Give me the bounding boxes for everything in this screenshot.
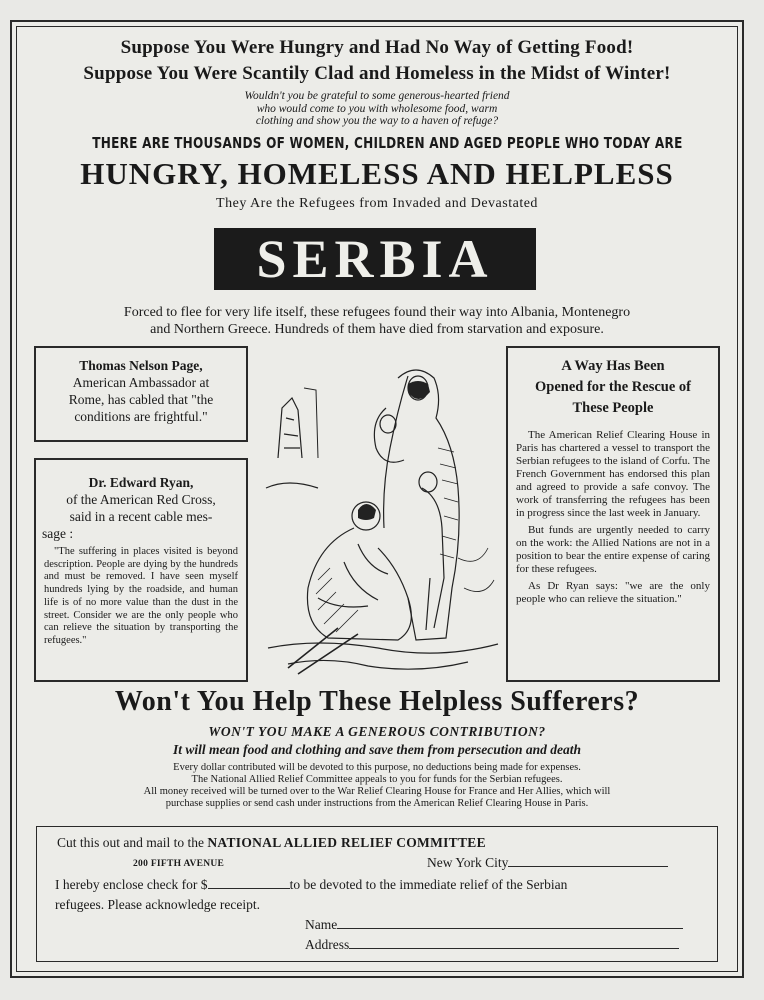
- coupon-box: [36, 826, 718, 962]
- ryan-quote-text: "The suffering in places visited is beyond description. People are dying by the hundreds and must be removed. I have seen myself hundreds lying by the roadside, and human life is of no more value than the dust in the street. Consider we are the only people who can relieve the situation by transporting the refugees.": [44, 546, 238, 646]
- appeal-line: Every dollar contributed will be devoted to this purpose, no deductions being made for expenses.: [173, 762, 581, 773]
- appeal-line: The National Allied Relief Committee appeals to you for funds for the Serbian refugees.: [191, 774, 563, 785]
- coupon-cut-prefix: Cut this out and mail to the: [57, 835, 204, 850]
- coupon-city-row: [427, 853, 668, 873]
- page-name: Thomas Nelson Page,: [79, 358, 203, 373]
- there-are-line: THERE ARE THOUSANDS OF WOMEN, CHILDREN AND AGED PEOPLE WHO TODAY ARE: [92, 134, 683, 152]
- page-quote-text: [36, 348, 246, 425]
- there-are-wrapper: [12, 134, 742, 152]
- rescue-paragraph-2: But funds are urgently needed to carry on the work: the Allied Nations are not in a position to bear the entire expense of caring for these refugees.: [516, 524, 710, 575]
- appeal-paragraph: [12, 762, 742, 810]
- rescue-title-line: These People: [572, 400, 654, 416]
- coupon-cut-line: [57, 833, 486, 853]
- coupon-enclose-prefix: I hereby enclose check for $: [55, 877, 208, 892]
- ryan-quote-box: [34, 458, 248, 682]
- rescue-title: [508, 348, 718, 419]
- headline-clad: Suppose You Were Scantily Clad and Homeless in the Midst of Winter!: [83, 63, 671, 84]
- coupon-address: 200 FIFTH AVENUE: [133, 859, 225, 869]
- amount-blank[interactable]: [208, 876, 290, 889]
- hungry-homeless-helpless: HUNGRY, HOMELESS AND HELPLESS: [80, 156, 674, 191]
- ryan-name: Dr. Edward Ryan,: [88, 475, 194, 490]
- advertisement-page: [10, 20, 744, 978]
- refugee-family-illustration: [258, 348, 506, 684]
- rescue-box: [506, 346, 720, 682]
- forced-paragraph: [12, 304, 742, 338]
- coupon-committee: NATIONAL ALLIED RELIEF COMMITTEE: [207, 835, 486, 850]
- city-blank[interactable]: [508, 854, 668, 867]
- coupon-address-row: [305, 935, 679, 955]
- name-blank[interactable]: [337, 916, 683, 929]
- serbia-banner: SERBIA: [214, 228, 536, 290]
- rescue-paragraph-1: The American Relief Clearing House in Paris has chartered a vessel to transport the Serbian refugees to the island of Corfu. The French Government has endorsed this plan and agreed to provide a safe convoy. The work of transferring the refugees has been in progress since the last week in January.: [516, 429, 710, 519]
- page-line: American Ambassador at: [72, 375, 210, 390]
- address-blank[interactable]: [349, 936, 679, 949]
- refugees-line: They Are the Refugees from Invaded and Devastated: [216, 196, 538, 211]
- rescue-title-line: Opened for the Rescue of: [535, 379, 691, 395]
- page-line: Rome, has cabled that "the: [68, 392, 214, 407]
- headline-hungry: Suppose You Were Hungry and Had No Way of Getting Food!: [120, 37, 634, 58]
- forced-line: Forced to flee for very life itself, these refugees found their way into Albania, Montenegro: [123, 305, 631, 320]
- question-line: clothing and show you the way to a haven of refuge?: [255, 115, 499, 127]
- ryan-intro: [36, 460, 246, 542]
- rescue-paragraph-3: As Dr Ryan says: "we are the only people who can relieve the situation.": [516, 580, 710, 605]
- appeal-sub-contribution: WON'T YOU MAKE A GENEROUS CONTRIBUTION?: [208, 724, 546, 739]
- coupon-address-label: Address: [305, 937, 350, 952]
- ryan-line: of the American Red Cross,: [66, 492, 216, 507]
- appeal-line: All money received will be turned over to the War Relief Clearing House for France and Her Allies, which will: [143, 786, 611, 797]
- coupon-city: New York City: [427, 855, 509, 870]
- rescue-title-line: A Way Has Been: [561, 358, 665, 374]
- ryan-line: said in a recent cable mes-: [69, 509, 213, 524]
- appeal-headline: Won't You Help These Helpless Sufferers?: [114, 686, 640, 717]
- appeal-sub-food: It will mean food and clothing and save them from persecution and death: [172, 742, 582, 757]
- coupon-enclose-suffix: to be devoted to the immediate relief of the Serbian: [289, 877, 568, 892]
- page-quote-box: [34, 346, 248, 442]
- question-line: who would come to you with wholesome food, warm: [256, 102, 498, 115]
- appeal-line: purchase supplies or send cash under instructions from the American Relief Clearing House in Paris.: [165, 798, 589, 809]
- question-block: [12, 90, 742, 128]
- coupon-enclose-row: [55, 875, 567, 895]
- coupon-name-row: [305, 915, 683, 935]
- coupon-enclose-line2: refugees. Please acknowledge receipt.: [55, 897, 261, 912]
- coupon-name-label: Name: [305, 917, 338, 932]
- page-line: conditions are frightful.": [74, 409, 208, 424]
- question-line: Wouldn't you be grateful to some generous-hearted friend: [244, 90, 510, 102]
- ryan-line: sage :: [42, 526, 74, 541]
- forced-line: and Northern Greece. Hundreds of them have died from starvation and exposure.: [150, 322, 604, 337]
